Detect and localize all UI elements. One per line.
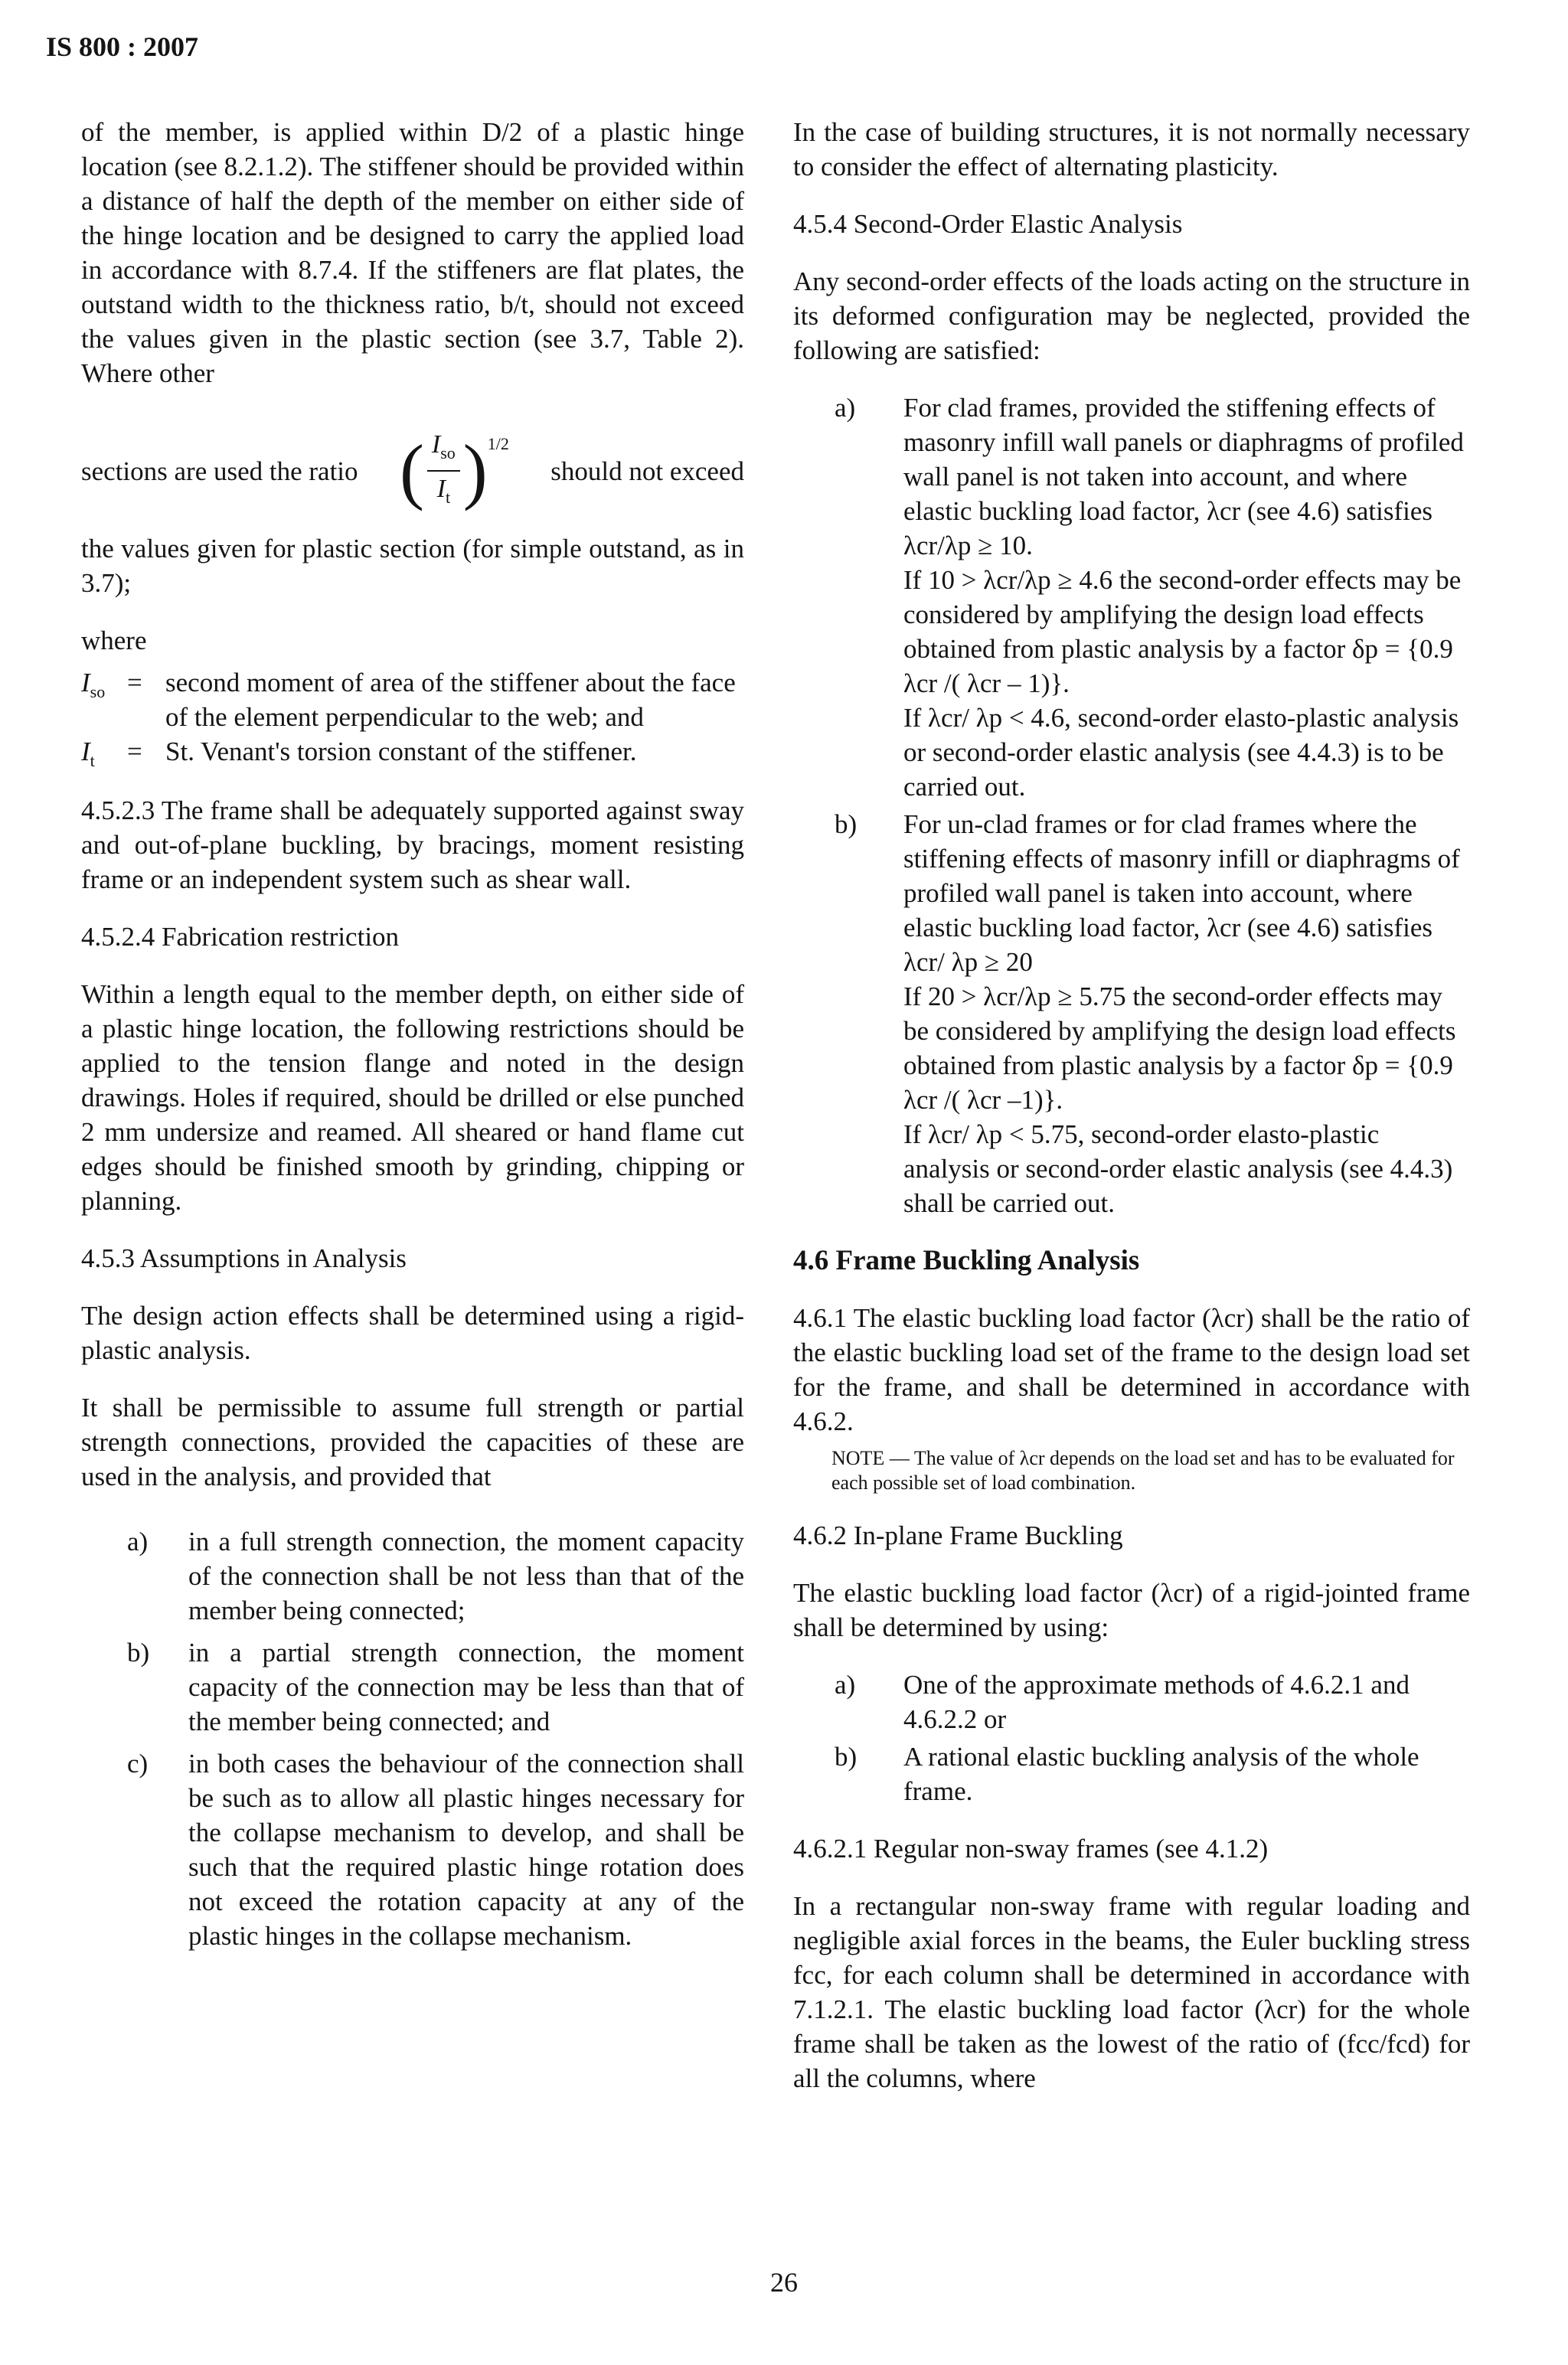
document-header: IS 800 : 2007 xyxy=(46,31,199,62)
ratio-post-text: should not exceed xyxy=(550,456,744,486)
list-item: b) For un-clad frames or for clad frames where the stiffening effects of masonry infill or diaphragms of profiled wall panel is taken into account, where elastic buckling load factor, λcr (see 4.6) satisfies λcr/ λp ≥ 20 If 20 > λcr/λp ≥ 5.75 the second-order effects may be considered by amplifying the design load effects obtained from plastic analysis by a factor δp = {0.9 λcr /( λcr –1)}. If λcr/ λp < 5.75, second-order elasto-plastic analysis or second-order elastic analysis (see 4.4.3) shall be carried out. xyxy=(835,809,1460,1218)
ratio-denominator: I xyxy=(436,475,446,503)
list-item: a) in a full strength connection, the moment capacity of the connection shall be not less than that of the member being connected; xyxy=(127,1527,744,1625)
ratio-exponent: 1/2 xyxy=(487,433,509,453)
heading-4-5-3: 4.5.3 Assumptions in Analysis xyxy=(81,1243,407,1273)
ratio-numerator: I xyxy=(431,430,441,459)
ratio-pre-text: sections are used the ratio xyxy=(81,456,358,486)
paragraph: In the case of building structures, it is not normally necessary to consider the effect of alternating plasticity. xyxy=(793,117,1470,181)
paragraph: It shall be permissible to assume full strength or partial strength connections, provided the capacities of these are used in the analysis, and provided that xyxy=(81,1393,744,1491)
paragraph: Any second-order effects of the loads acting on the structure in its deformed configuration may be neglected, provided the following are satisfied: xyxy=(793,266,1470,365)
definition-row: $I_t$ = St. Venant's torsion constant of the stiffener. xyxy=(81,737,637,770)
note: NOTE — The value of λcr depends on the load set and has to be evaluated for each possible set of load combination. xyxy=(831,1447,1455,1494)
heading-4-6-2: 4.6.2 In-plane Frame Buckling xyxy=(793,1521,1123,1550)
list-item: c) in both cases the behaviour of the connection shall be such as to allow all plastic hinges necessary for the collapse mechanism to develop, and shall be such that the required plastic hinge rotation does not exceed the rotation capacity at any of the plastic hinges in the collapse mechanism. xyxy=(127,1749,744,1951)
list-item: b) in a partial strength connection, the moment capacity of the connection may be less than that of the member being connected; and xyxy=(127,1638,744,1736)
list-item: b) A rational elastic buckling analysis of the whole frame. xyxy=(835,1742,1419,1806)
list-item: a) One of the approximate methods of 4.6.2.1 and 4.6.2.2 or xyxy=(835,1670,1410,1734)
ratio-formula xyxy=(81,413,744,528)
symbol-definitions xyxy=(81,665,744,778)
clause-4-5-2-4: Within a length equal to the member depth, on either side of a plastic hinge location, the following restrictions should be applied to the tension flange and noted in the design drawings. Holes if required, should be drilled or else punched 2 mm undersize and reamed. All sheared or hand flame cut edges should be finished smooth by grinding, chipping or planning. xyxy=(81,979,744,1216)
heading-4-6: 4.6 Frame Buckling Analysis xyxy=(793,1245,1140,1276)
list-item: a) For clad frames, provided the stiffening effects of masonry infill wall panels or diaphragms of profiled wall panel is not taken into account, and where elastic buckling load factor, λcr (see 4.6) satisfies λcr/λp ≥ 10. If 10 > λcr/λp ≥ 4.6 the second-order effects may be considered by amplifying the design load effects obtained from plastic analysis by a factor δp = {0.9 λcr /( λcr – 1)}. If λcr/ λp < 4.6, second-order elasto-plastic analysis or second-order elastic analysis (see 4.4.3) is to be carried out. xyxy=(835,393,1464,802)
clause-4-5-2-3: 4.5.2.3 The frame shall be adequately supported against sway and out-of-plane buckling, by bracings, moment resisting frame or an independent system such as shear wall. xyxy=(81,795,744,894)
heading-4-5-2-4: 4.5.2.4 Fabrication restriction xyxy=(81,922,400,952)
paragraph: The design action effects shall be determined using a rigid-plastic analysis. xyxy=(81,1301,744,1365)
left-column xyxy=(81,115,744,1961)
paragraph: of the member, is applied within D/2 of a plastic hinge location (see 8.2.1.2). The stiffener should be provided within a distance of half the depth of the member on either side of the hinge location and be designed to carry the applied load in accordance with 8.7.4. If the stiffeners are flat plates, the outstand width to the thickness ratio, b/t, should not exceed the values given in the plastic section (see 3.7, Table 2). Where other xyxy=(81,117,744,388)
paragraph: the values given for plastic section (for simple outstand, as in 3.7); xyxy=(81,534,744,598)
methods-list xyxy=(793,1668,1470,1808)
ratio-expression: ( $\frac{I_{so}}{I_t}$ ) 1/2 xyxy=(400,427,509,514)
conditions-list xyxy=(793,390,1470,1220)
page-number: 26 xyxy=(770,2267,798,2298)
conditions-list xyxy=(81,1524,744,1953)
right-column xyxy=(793,115,1470,2118)
paragraph: The elastic buckling load factor (λcr) of a rigid-jointed frame shall be determined by using: xyxy=(793,1578,1470,1642)
clause-4-6-1: 4.6.1 The elastic buckling load factor (λcr) shall be the ratio of the elastic buckling load set of the frame to the design load set for the frame, and shall be determined in accordance with 4.6.2. xyxy=(793,1303,1470,1436)
heading-4-5-4: 4.5.4 Second-Order Elastic Analysis xyxy=(793,209,1183,239)
where-label: where xyxy=(81,626,147,655)
heading-4-6-2-1: 4.6.2.1 Regular non-sway frames (see 4.1.2) xyxy=(793,1834,1269,1864)
clause-4-6-2-1: In a rectangular non-sway frame with regular loading and negligible axial forces in the beams, the Euler buckling stress fcc, for each column shall be determined in accordance with 7.1.2.1. The elastic buckling load factor (λcr) for the whole frame shall be taken as the lowest of the ratio of (fcc/fcd) for all the columns, where xyxy=(793,1891,1470,2093)
definition-row: $I_{so}$ = second moment of area of the stiffener about the face of the element perpendicular to the web; and xyxy=(81,668,736,732)
